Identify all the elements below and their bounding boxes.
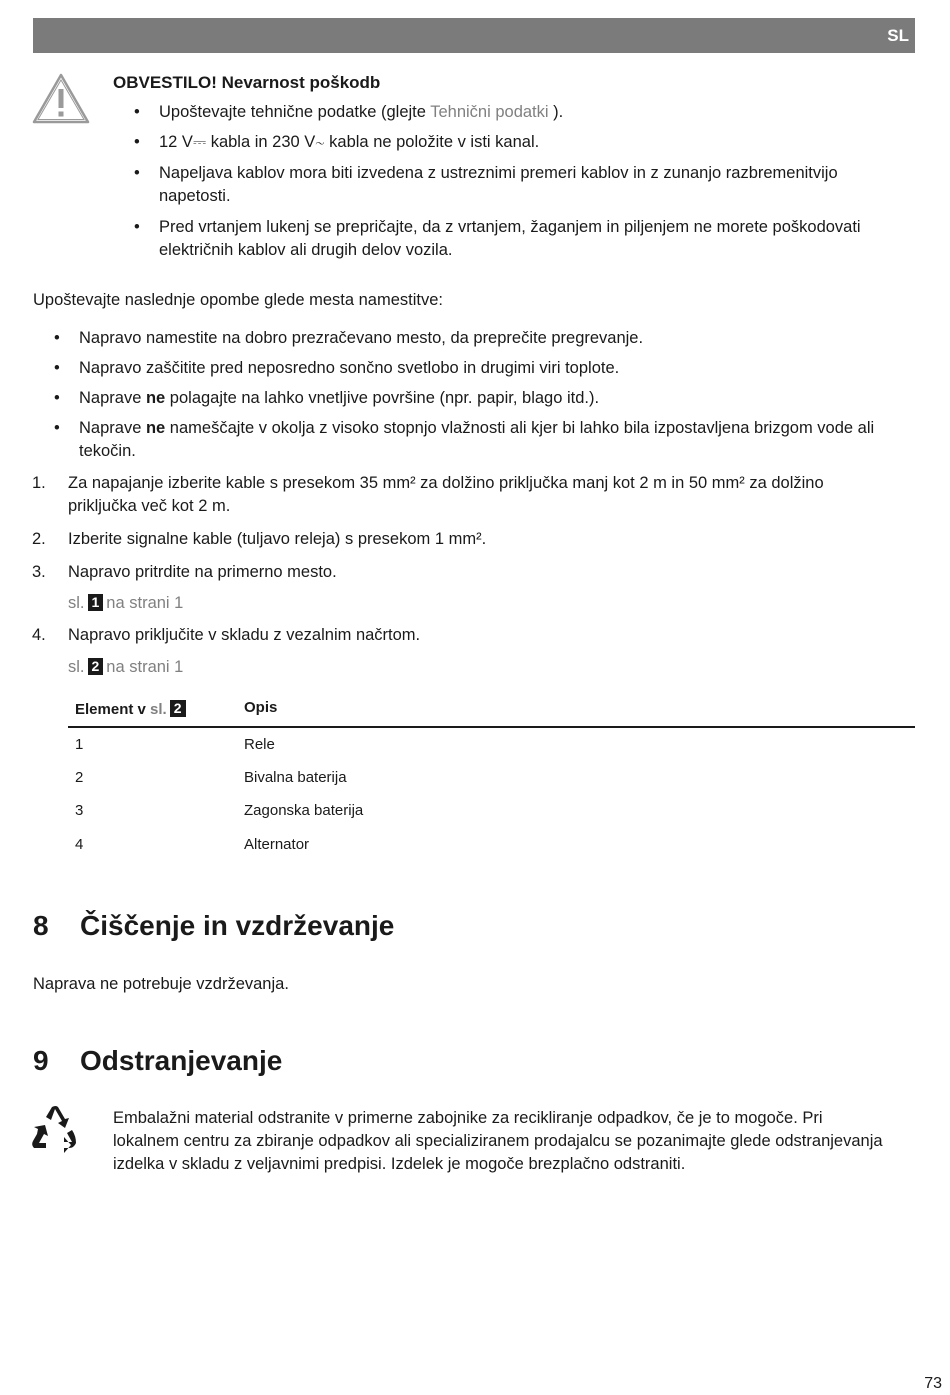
warning-title: OBVESTILO! Nevarnost poškodb (113, 73, 381, 92)
table-cell-id: 4 (75, 836, 84, 853)
figure-number-badge: 2 (170, 700, 186, 717)
link-technical-data[interactable]: Tehnični podatki (430, 103, 549, 121)
figure-reference[interactable]: sl. 2 na strani 1 (68, 658, 184, 676)
table-cell-desc: Rele (244, 736, 275, 753)
figure-reference[interactable]: sl. 1 na strani 1 (68, 594, 184, 612)
language-code: SL (887, 26, 909, 45)
table-cell-desc: Alternator (244, 836, 310, 853)
figure-number-badge: 1 (88, 594, 104, 611)
intro-text: Upoštevajte naslednje opombe glede mesta namestitve: (33, 291, 443, 309)
table-header-element: Element v sl. 2 (75, 698, 189, 721)
recycle-icon (31, 1106, 79, 1161)
disposal-text: Embalažni material odstranite v primerne zabojnike za recikliranje odpadkov, če je to mogoče. Pri lokalnem centru za zbiranje odpadkov ali specializiranem prodajalcu se pozanimajte glede odstranjevanja izdelka v skladu z veljavnimi predpisi. Izdelek je mogoče brezplačno odstraniti. (113, 1109, 883, 1173)
table-cell-desc: Zagonska baterija (244, 802, 364, 819)
table-header-rule (68, 726, 915, 728)
table-cell-desc: Bivalna baterija (244, 769, 347, 786)
section-heading-8: 8 Čiščenje in vzdrževanje (33, 910, 395, 941)
page-number: 73 (924, 1375, 942, 1392)
table-header-description: Opis (244, 699, 278, 716)
table-cell-id: 1 (75, 736, 84, 753)
table-cell-id: 3 (75, 802, 84, 819)
table-cell-id: 2 (75, 769, 84, 786)
header-bar (33, 18, 915, 53)
figure-number-badge: 2 (88, 658, 104, 675)
section-8-text: Naprava ne potrebuje vzdrževanja. (33, 975, 289, 993)
warning-triangle-icon (31, 72, 91, 133)
section-heading-9: 9 Odstranjevanje (33, 1045, 283, 1076)
